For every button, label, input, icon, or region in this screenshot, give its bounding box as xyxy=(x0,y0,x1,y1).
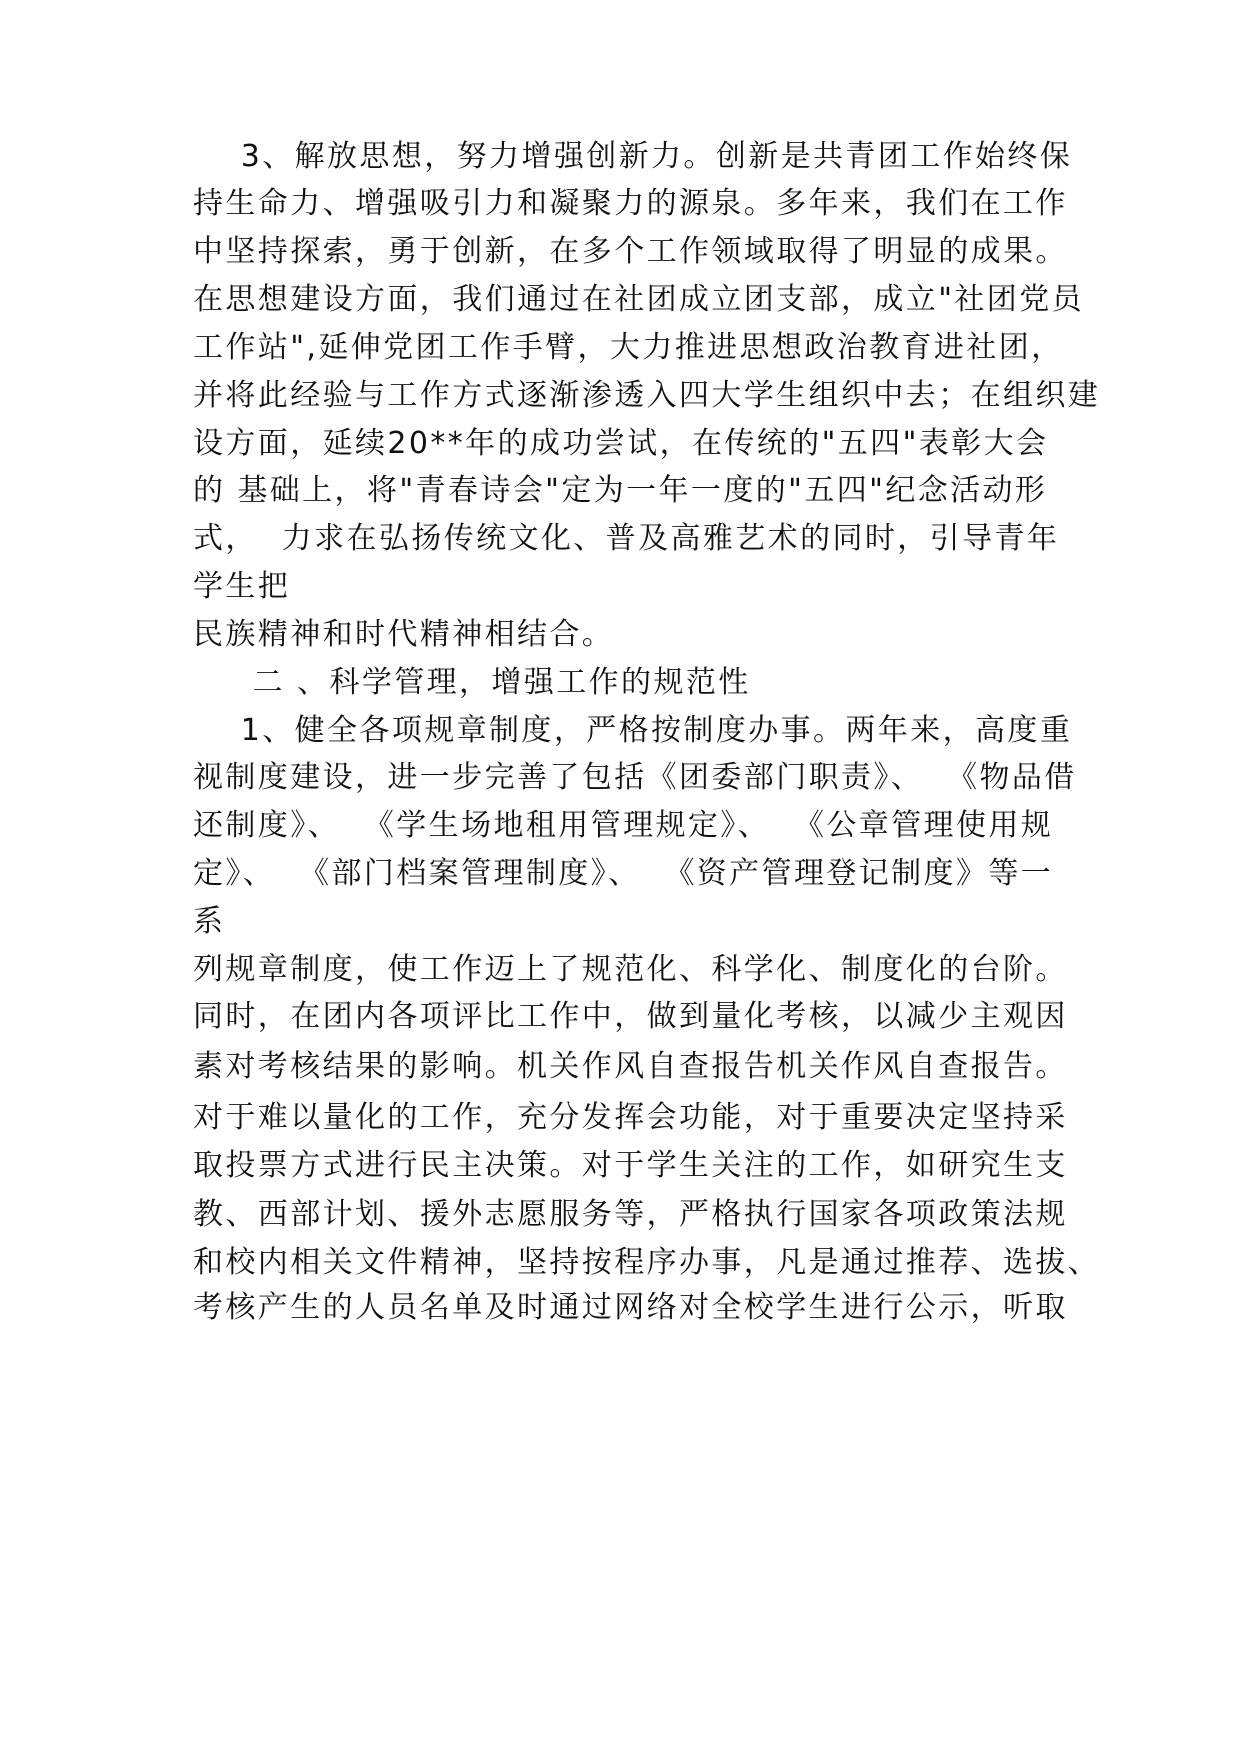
text-line: 同时，在团内各项评比工作中，做到量化考核，以减少主观因 xyxy=(193,999,1068,1034)
text-line: 设方面，延续20**年的成功尝试，在传统的"五四"表彰大会 xyxy=(193,426,1049,461)
text-line: 式， 力求在弘扬传统文化、普及高雅艺术的同时，引导青年 xyxy=(193,521,1060,556)
section-heading: 二 、科学管理，增强工作的规范性 xyxy=(193,665,751,700)
text-line: 素对考核结果的影响。机关作风自查报告机关作风自查报告。 xyxy=(193,1049,1068,1084)
text-line: 和校内相关文件精神，坚持按程序办事，凡是通过推荐、选拔、 xyxy=(193,1245,1101,1280)
text-line: 3、解放思想，努力增强创新力。创新是共青团工作始终保 xyxy=(193,139,1073,174)
text-line: 持生命力、增强吸引力和凝聚力的源泉。多年来，我们在工作 xyxy=(193,186,1068,221)
text-line: 定》、 《部门档案管理制度》、 《资产管理登记制度》等一 xyxy=(193,856,1054,891)
text-line: 对于难以量化的工作，充分发挥会功能，对于重要决定坚持采 xyxy=(193,1100,1068,1135)
text-line: 还制度》、 《学生场地租用管理规定》、 《公章管理使用规 xyxy=(193,808,1054,843)
text-line: 教、西部计划、援外志愿服务等，严格执行国家各项政策法规 xyxy=(193,1197,1068,1232)
text-line: 中坚持探索，勇于创新，在多个工作领域取得了明显的成果。 xyxy=(193,234,1068,269)
text-line: 在思想建设方面，我们通过在社团成立团支部，成立"社团党员 xyxy=(193,282,1084,317)
text-line: 视制度建设，进一步完善了包括《团委部门职责》、 《物品借 xyxy=(193,760,1077,795)
text-line: 学生把 xyxy=(193,569,291,604)
text-line: 列规章制度，使工作迈上了规范化、科学化、制度化的台阶。 xyxy=(193,952,1068,987)
text-line: 考核产生的人员名单及时通过网络对全校学生进行公示，听取 xyxy=(193,1290,1068,1325)
text-line: 系 xyxy=(193,904,226,939)
text-line: 1、健全各项规章制度，严格按制度办事。两年来，高度重 xyxy=(193,713,1073,748)
text-line: 民族精神和时代精神相结合。 xyxy=(193,617,615,652)
text-line: 的 基础上，将"青春诗会"定为一年一度的"五四"纪念活动形 xyxy=(193,473,1048,508)
text-line: 工作站",延伸党团工作手臂，大力推进思想政治教育进社团， xyxy=(193,330,1064,365)
text-line: 并将此经验与工作方式逐渐渗透入四大学生组织中去；在组织建 xyxy=(193,378,1101,413)
text-line: 取投票方式进行民主决策。对于学生关注的工作，如研究生支 xyxy=(193,1148,1068,1183)
